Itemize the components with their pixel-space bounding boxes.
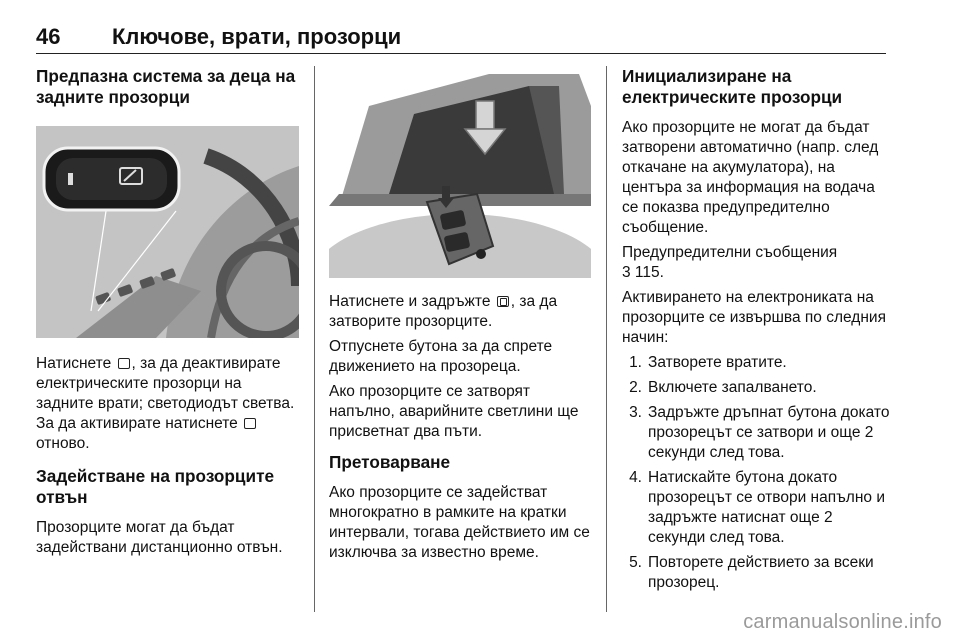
paragraph-warning-ref [622, 243, 892, 283]
page-number: 46 [36, 24, 61, 49]
step-number: 5. [629, 554, 642, 571]
key-lock-icon [497, 296, 509, 307]
column-divider [314, 66, 315, 612]
column-2 [329, 66, 591, 568]
list-item [622, 403, 892, 463]
text-segment: , за да затворите прозорците. [329, 293, 558, 330]
page-title: Ключове, врати, прозорци [112, 24, 402, 49]
step-text: Повторете действието за всеки прозорец. [648, 554, 874, 591]
step-text: Затворете вратите. [648, 354, 787, 371]
watermark: carmanualsonline.info [743, 611, 942, 633]
text-segment: , за да деактивирате електрическите прозорци на задните врати; светодиодът светва. За да активирате натиснете [36, 355, 295, 432]
step-number: 1. [629, 354, 642, 371]
step-text: Включете запалването. [648, 379, 817, 396]
key-window-drawing [329, 66, 591, 278]
paragraph-remote: Прозорците могат да бъдат задействани дистанционно отвън. [36, 519, 283, 556]
page-reference-link[interactable]: 3 115. [622, 264, 664, 281]
text-segment: Натиснете [36, 355, 116, 372]
paragraph-init-intro: Ако прозорците не могат да бъдат затворени автоматично (напр. след откачане на акумулатора), на центъра за информация на водача се показва предупредително съобщение. [622, 119, 879, 236]
door-panel-illustration [36, 126, 299, 338]
list-item [622, 353, 892, 373]
door-panel-drawing [36, 126, 299, 338]
column-1 [36, 66, 300, 563]
text-segment: Натиснете и задръжте [329, 293, 495, 310]
paragraph-overload: Ако прозорците се задействат многократно в рамките на кратки интервали, тогава действието им се изключва за известно време. [329, 484, 590, 561]
column-divider [606, 66, 607, 612]
section-heading-initialise: Инициализиране на електрическите прозорци [622, 66, 843, 107]
child-lock-icon [118, 358, 130, 369]
section-heading-overload: Претоварване [329, 452, 451, 472]
page-header [36, 22, 886, 54]
list-item [622, 468, 892, 548]
paragraph-hazard-lights: Ако прозорците се затворят напълно, аварийните светлини ще присветнат два пъти. [329, 383, 579, 440]
steps-list [622, 353, 892, 593]
step-number: 3. [629, 404, 642, 421]
text-segment: Предупредителни съобщения [622, 244, 838, 261]
paragraph-child-lock [36, 354, 300, 454]
list-item [622, 378, 892, 398]
step-number: 4. [629, 469, 642, 486]
text-segment: отново. [36, 435, 90, 452]
column-3 [622, 66, 892, 598]
child-lock-icon [244, 418, 256, 429]
section-heading-remote: Задействане на прозорците отвън [36, 466, 275, 507]
paragraph-release: Отпуснете бутона за да спрете движението на прозореца. [329, 338, 553, 375]
list-item [622, 553, 892, 593]
section-heading-child-lock: Предпазна система за деца на задните прозорци [36, 66, 296, 107]
key-window-illustration [329, 66, 591, 278]
paragraph-press-hold [329, 292, 591, 332]
step-text: Натискайте бутона докато прозорецът се отвори напълно и задръжте натиснат още 2 секунди след това. [648, 469, 885, 546]
step-text: Задръжте дръпнат бутона докато прозорецът се затвори и още 2 секунди след това. [648, 404, 890, 461]
step-number: 2. [629, 379, 642, 396]
paragraph-activation: Активирането на електрониката на прозорците се извършва по следния начин: [622, 289, 886, 346]
